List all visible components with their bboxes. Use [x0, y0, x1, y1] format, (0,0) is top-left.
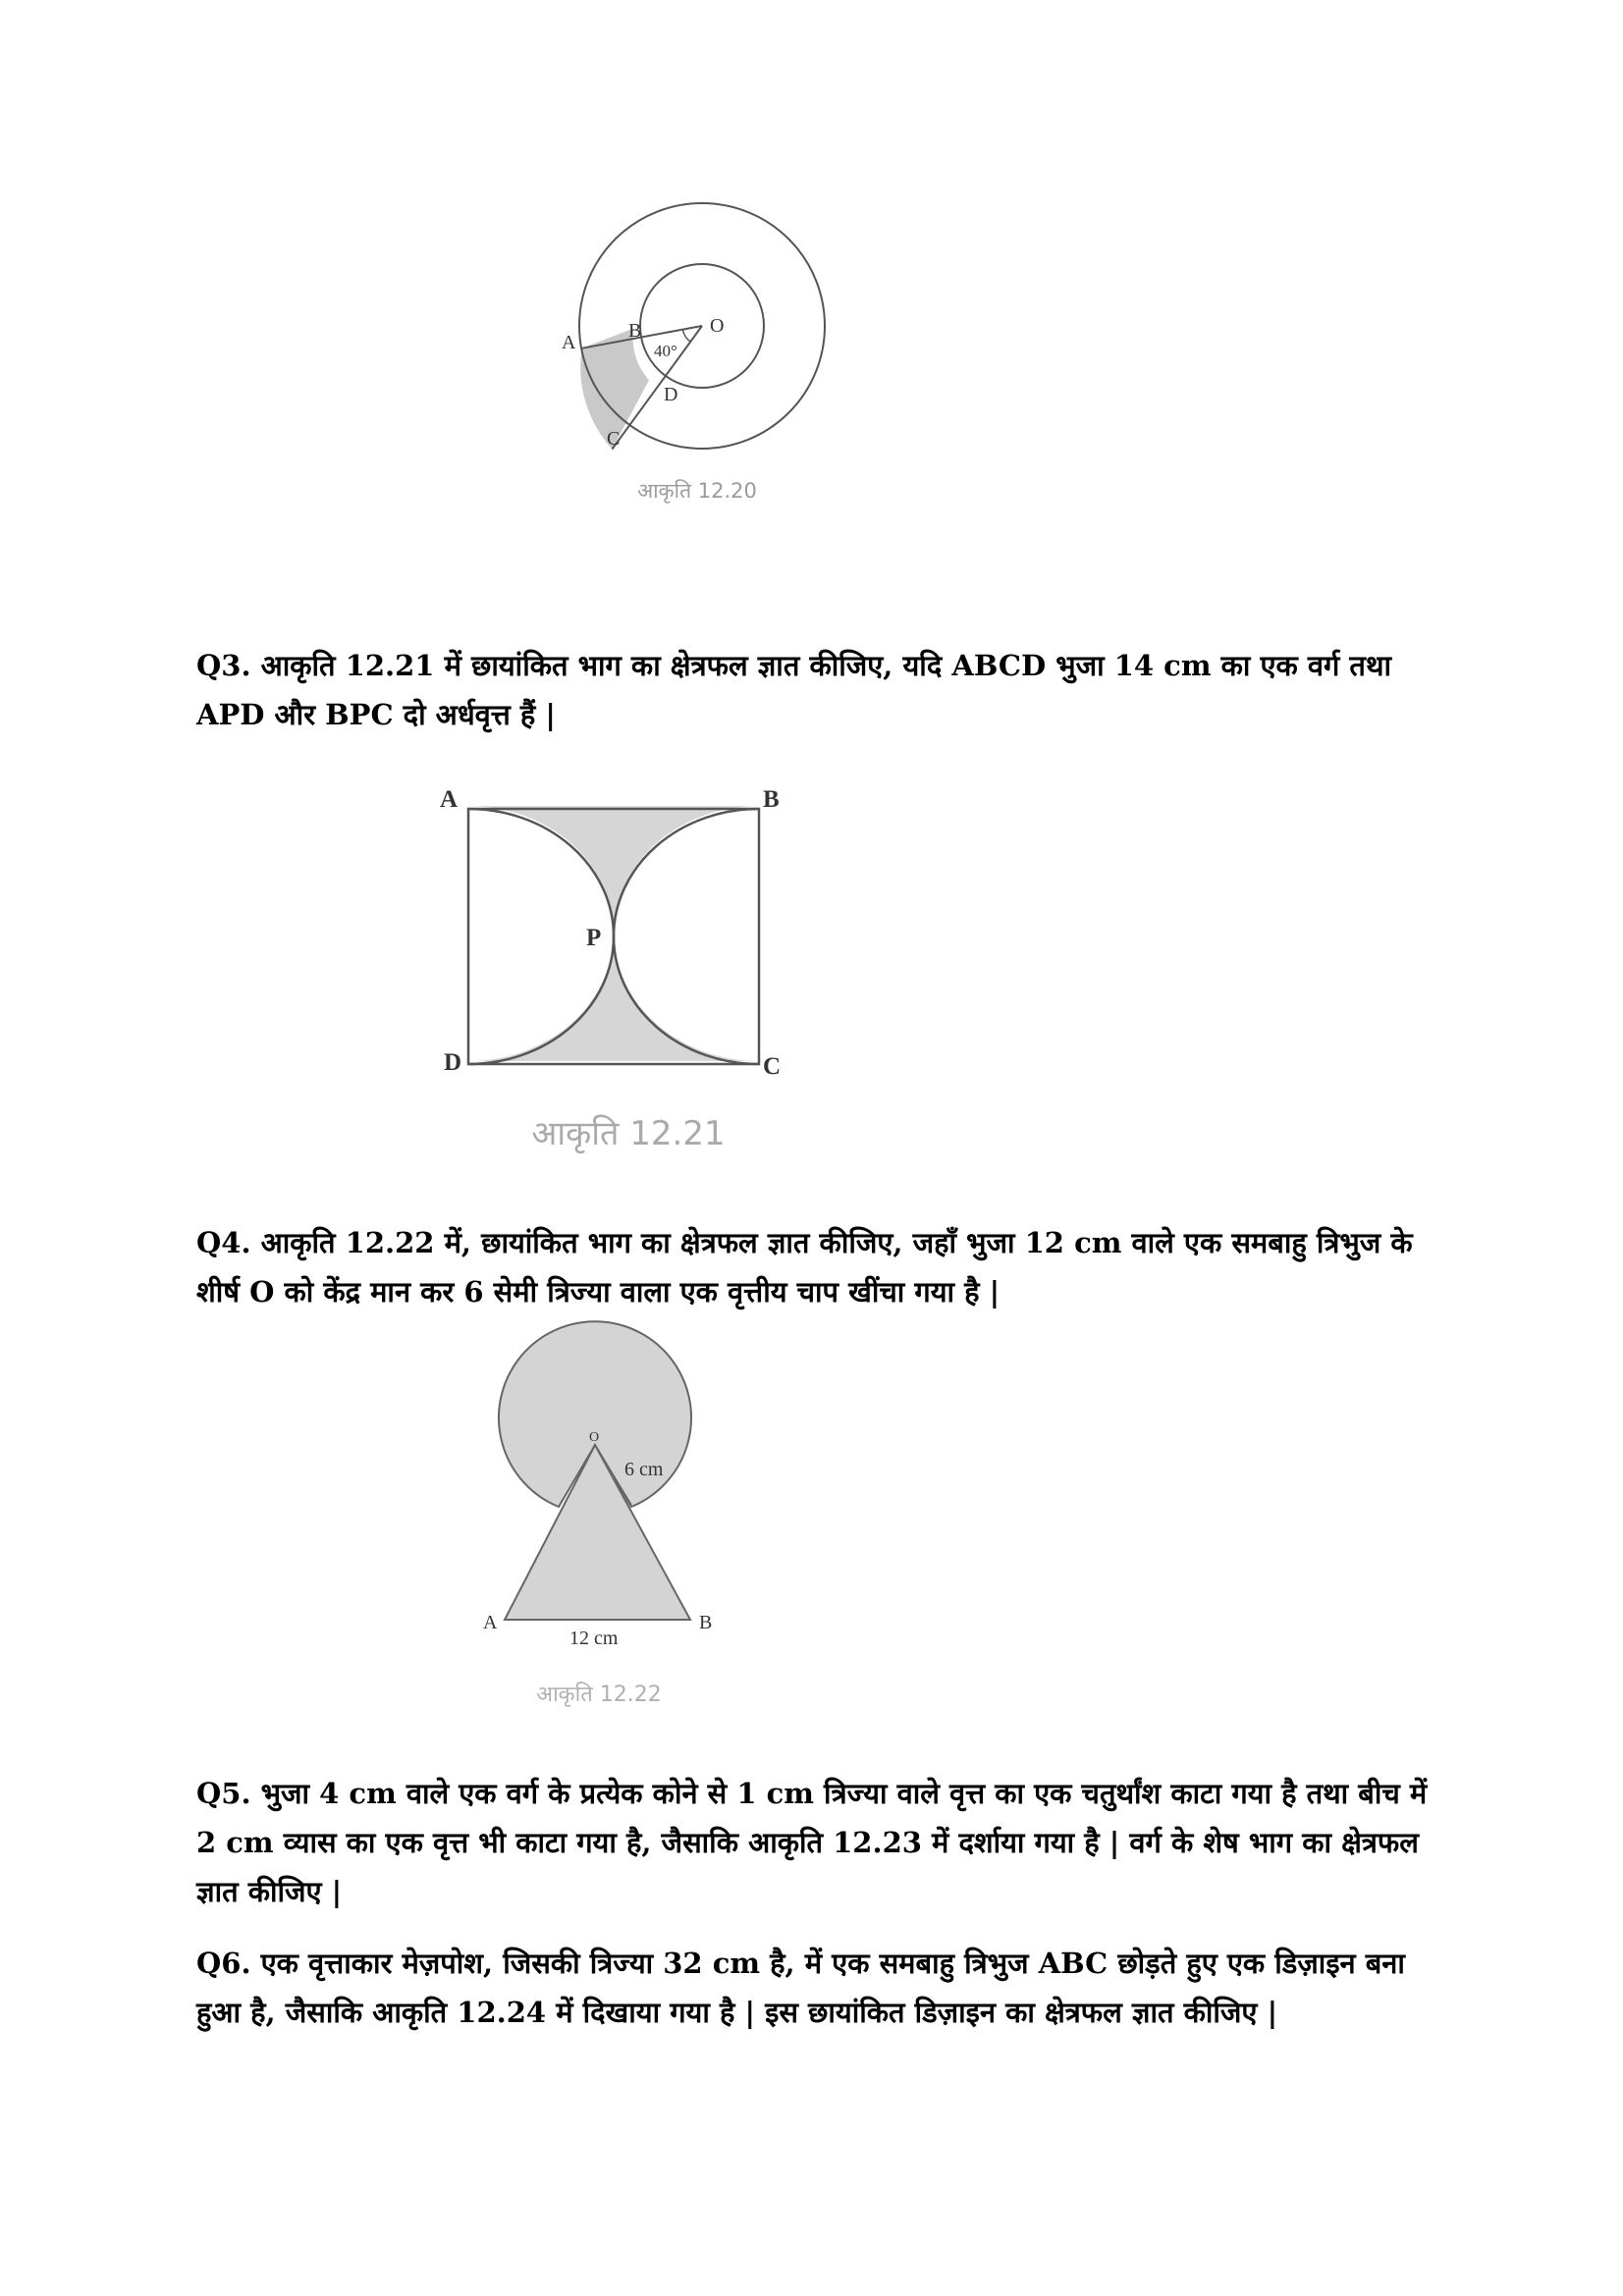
label-base: 12 cm	[569, 1628, 619, 1649]
label-b: B	[699, 1612, 713, 1633]
figure-caption-12-21: आकृति 12.21	[531, 1114, 726, 1153]
label-d: D	[444, 1049, 462, 1076]
concentric-circles-diagram	[550, 221, 805, 476]
label-b: B	[763, 786, 780, 813]
question-4: Q4. आकृति 12.22 में, छायांकित भाग का क्षेत्रफल ज्ञात कीजिए, जहाँ भुजा 12 cm वाले एक समबाहु त्रिभुज के शीर्ष O को केंद्र मान कर 6 सेमी त्रिज्या वाला एक वृत्तीय चाप खींचा गया है |	[196, 1226, 1413, 1308]
label-a: A	[562, 332, 576, 353]
figure-12-21	[432, 785, 805, 1080]
label-b: B	[628, 320, 642, 342]
square-semicircles-diagram	[432, 785, 805, 1080]
label-p: P	[586, 925, 602, 951]
question-6: Q6. एक वृत्ताकार मेज़पोश, जिसकी त्रिज्या 32 cm है, में एक समबाहु त्रिभुज ABC छोड़ते हुए एक डिज़ाइन बना हुआ है, जैसाकि आकृति 12.24 में दिखाया गया है | इस छायांकित डिज़ाइन का क्षेत्रफल ज्ञात कीजिए |	[196, 1947, 1405, 2029]
label-a: A	[483, 1612, 498, 1633]
label-a: A	[440, 786, 459, 813]
label-c: C	[763, 1053, 782, 1080]
figure-12-22	[471, 1350, 746, 1649]
radius-oa	[582, 326, 702, 348]
question-5: Q5. भुजा 4 cm वाले एक वर्ग के प्रत्येक कोने से 1 cm त्रिज्या वाले वृत्त का एक चतुर्थांश काटा गया है तथा बीच में 2 cm व्यास का एक वृत्त भी काटा गया है, जैसाकि आकृति 12.23 में दर्शाया गया है | वर्ग के शेष भाग का क्षेत्रफल ज्ञात कीजिए |	[196, 1777, 1428, 1908]
label-d: D	[664, 384, 678, 405]
question-3: Q3. आकृति 12.21 में छायांकित भाग का क्षेत्रफल ज्ञात कीजिए, यदि ABCD भुजा 14 cm का एक वर्ग तथा APD और BPC दो अर्धवृत्त हैं |	[196, 649, 1391, 731]
triangle-circle-diagram	[471, 1350, 746, 1649]
label-angle: 40°	[654, 342, 677, 360]
angle-arc	[682, 330, 690, 343]
figure-caption-12-20: आकृति 12.20	[637, 479, 757, 503]
label-o: O	[589, 1430, 600, 1445]
label-o: O	[710, 315, 725, 337]
label-radius: 6 cm	[624, 1459, 664, 1480]
label-c: C	[607, 428, 621, 450]
figure-caption-12-22: आकृति 12.22	[536, 1682, 662, 1707]
figure-12-20	[550, 221, 805, 476]
